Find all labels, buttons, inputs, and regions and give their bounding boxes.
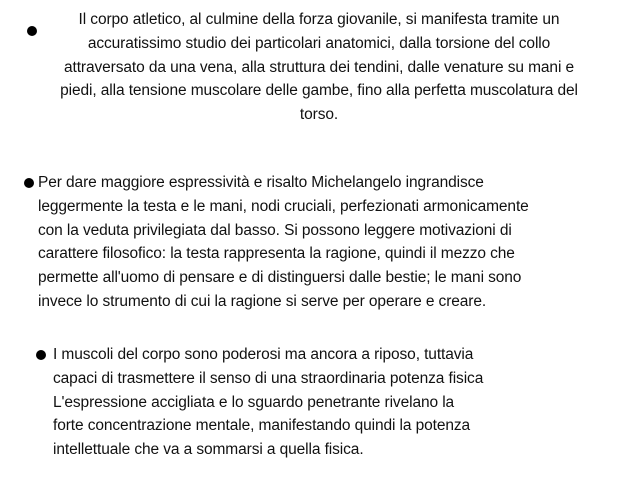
bullet-icon: [36, 350, 46, 360]
text-line: forte concentrazione mentale, manifestando quindi la potenza: [53, 417, 471, 435]
text-line: torso.: [299, 106, 339, 124]
text-line: I muscoli del corpo sono poderosi ma ancora a riposo, tuttavia: [53, 346, 474, 363]
text-line: Per dare maggiore espressività e risalto Michelangelo ingrandisce: [38, 174, 484, 191]
paragraph-expressiveness: [24, 171, 624, 314]
text-line: accuratissimo studio dei particolari anatomici, dalla torsione del collo: [87, 34, 551, 52]
bullet-icon: [24, 178, 34, 188]
text-line: piedi, alla tensione muscolare delle gambe, fino alla perfetta muscolatura del: [60, 82, 578, 100]
text-line: capaci di trasmettere il senso di una straordinaria potenza fisica: [53, 369, 484, 387]
text-line: L'espressione accigliata e lo sguardo penetrante rivelano la: [53, 393, 455, 411]
text-line: leggermente la testa e le mani, nodi cruciali, perfezionati armonicamente: [38, 197, 529, 215]
text-line: con la veduta privilegiata dal basso. Si possono leggere motivazioni di: [38, 221, 512, 239]
paragraph-muscles: [36, 343, 616, 462]
text-line: carattere filosofico: la testa rappresenta la ragione, quindi il mezzo che: [38, 245, 515, 263]
text-line: intellettuale che va a sommarsi a quella fisica.: [53, 441, 364, 459]
paragraph-athletic-body: [24, 8, 614, 127]
text-line: permette all'uomo di pensare e di distinguersi dalle bestie; le mani sono: [38, 269, 522, 287]
bullet-icon: [27, 26, 37, 36]
text-line: invece lo strumento di cui la ragione si serve per operare e creare.: [38, 292, 487, 310]
text-line: attraversato da una vena, alla struttura dei tendini, dalle venature su mani e: [63, 58, 575, 76]
text-line: Il corpo atletico, al culmine della forza giovanile, si manifesta tramite un: [78, 11, 560, 28]
